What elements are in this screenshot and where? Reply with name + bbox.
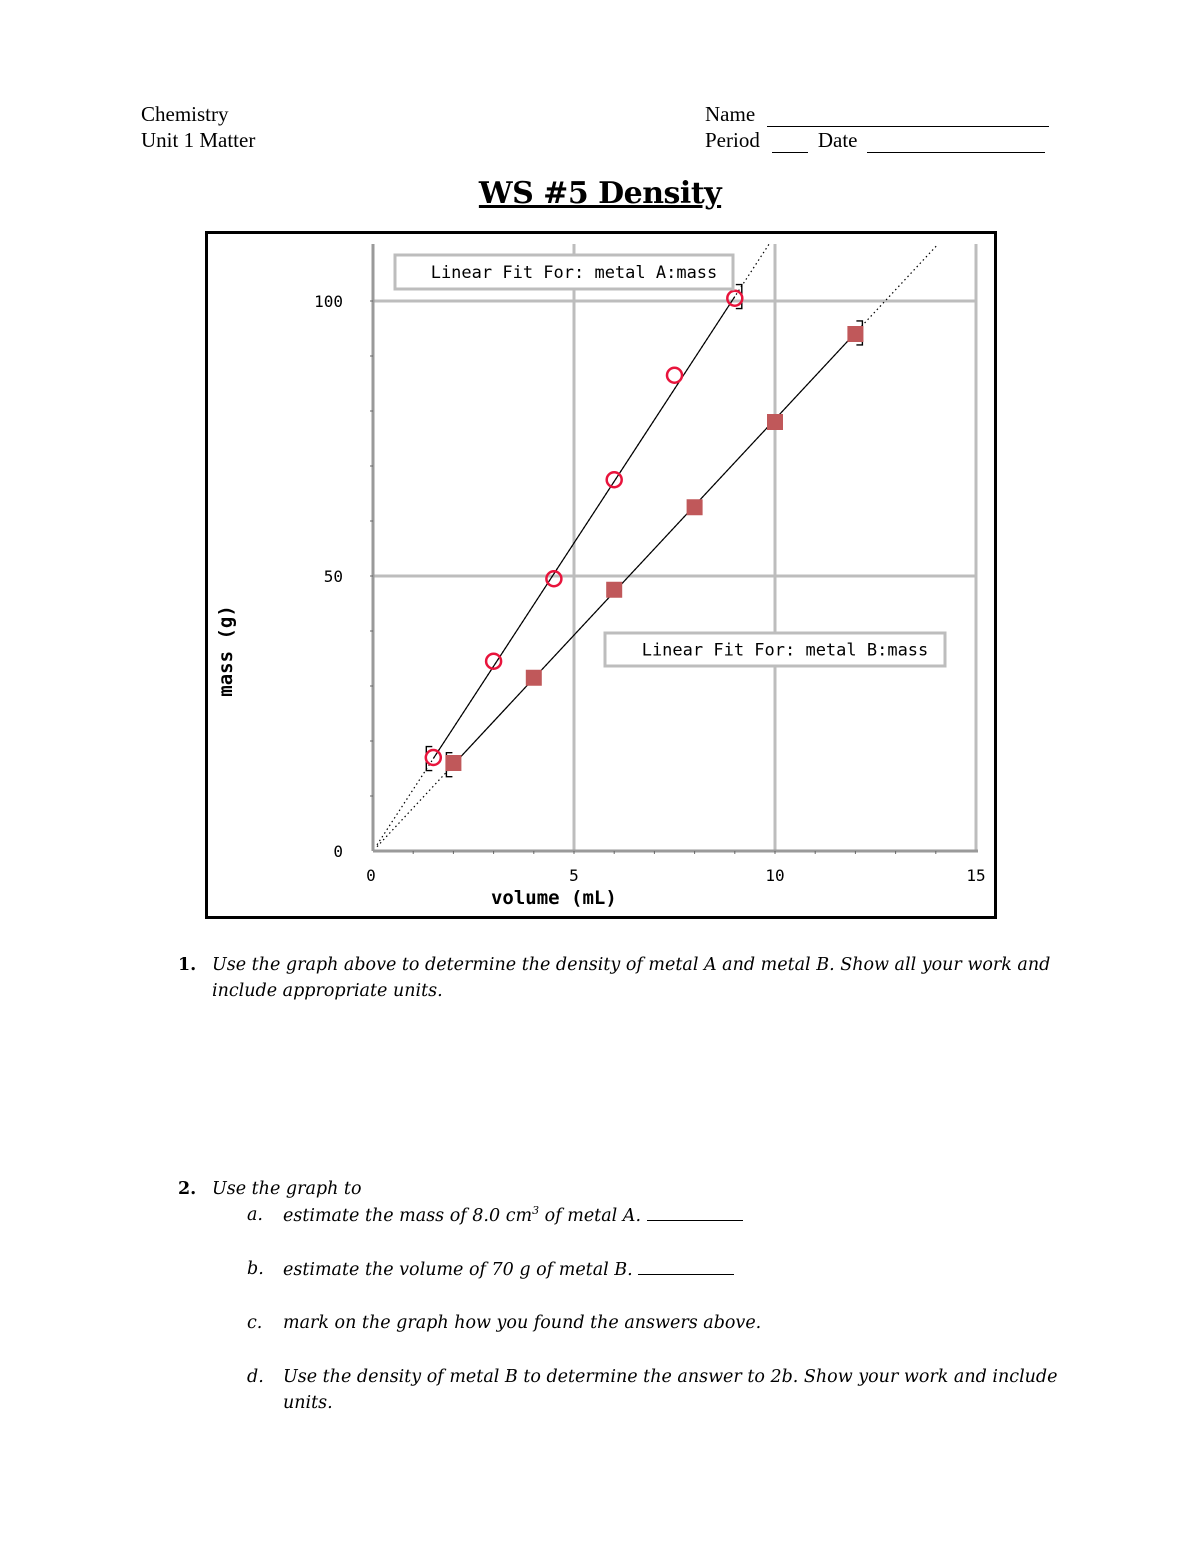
- question-1-text-line2: include appropriate units.: [212, 981, 443, 1001]
- question-2d-text-line2: units.: [283, 1393, 333, 1413]
- data-point-metal-b: [606, 582, 622, 598]
- fit-label-metal-a: Linear Fit For: metal A:mass: [430, 263, 718, 283]
- x-axis-label: volume (mL): [490, 887, 617, 909]
- y-tick-label: 100: [314, 292, 343, 311]
- question-2b-text: estimate the volume of 70 g of metal B.: [283, 1260, 633, 1280]
- question-1-number: 1.: [178, 955, 197, 975]
- period-blank[interactable]: [772, 132, 808, 153]
- data-point-metal-b: [687, 499, 703, 515]
- data-point-metal-b: [767, 414, 783, 430]
- question-2a-text-end: of metal A.: [539, 1206, 642, 1226]
- fit-line-metal-b: [453, 333, 855, 765]
- question-2b-letter: b.: [247, 1259, 264, 1279]
- data-points: [426, 291, 864, 771]
- question-2a-superscript: 3: [532, 1204, 540, 1218]
- x-tick-label: 0: [366, 866, 376, 885]
- course-header: [141, 101, 255, 153]
- unit-name: Unit 1 Matter: [141, 128, 256, 152]
- grid-layer: [373, 244, 976, 851]
- date-blank[interactable]: [867, 132, 1045, 153]
- y-tick-label: 50: [323, 567, 343, 586]
- name-label: Name: [705, 102, 756, 126]
- question-2-text: Use the graph to: [212, 1179, 362, 1199]
- y-axis-label: mass (g): [215, 605, 237, 697]
- question-2c: [247, 1310, 762, 1336]
- question-1-text-line1: Use the graph above to determine the density of metal A and metal B. Show all your work and: [212, 955, 1051, 975]
- data-point-metal-b: [445, 755, 461, 771]
- question-2d-letter: d.: [247, 1367, 264, 1387]
- question-2a: [247, 1202, 743, 1229]
- question-2d: [247, 1364, 1058, 1416]
- question-2d-text-line1: Use the density of metal B to determine the answer to 2b. Show your work and include: [283, 1367, 1058, 1387]
- fit-line-metal-a: [433, 297, 735, 759]
- x-tick-label: 5: [569, 866, 579, 885]
- question-2a-answer-blank[interactable]: [647, 1202, 743, 1221]
- question-2a-letter: a.: [247, 1205, 263, 1225]
- question-2-number: 2.: [178, 1179, 197, 1199]
- question-2c-letter: c.: [247, 1313, 263, 1333]
- y-tick-label: 0: [333, 842, 343, 861]
- data-point-metal-a: [727, 291, 742, 306]
- x-tick-label: 10: [765, 866, 785, 885]
- student-info: [705, 101, 1065, 153]
- name-blank[interactable]: [767, 106, 1049, 127]
- question-1: [178, 952, 1051, 1004]
- question-2b-answer-blank[interactable]: [638, 1256, 734, 1275]
- question-2b: [247, 1256, 734, 1283]
- density-chart: [205, 231, 997, 919]
- page-title: WS #5 Density: [478, 176, 722, 211]
- data-point-metal-a: [607, 472, 622, 487]
- x-tick-label: 15: [966, 866, 986, 885]
- question-2a-text: estimate the mass of 8.0 cm: [283, 1206, 533, 1226]
- course-name: Chemistry: [141, 102, 229, 126]
- chart-labels: [215, 255, 986, 909]
- fit-label-metal-b: Linear Fit For: metal B:mass: [641, 640, 929, 661]
- data-point-metal-a: [426, 750, 441, 765]
- data-point-metal-a: [667, 368, 682, 383]
- period-label: Period: [705, 128, 760, 152]
- question-2: [178, 1176, 362, 1202]
- data-point-metal-b: [526, 670, 542, 686]
- question-2c-text: mark on the graph how you found the answers above.: [283, 1313, 762, 1333]
- chart-svg: [208, 234, 994, 916]
- data-point-metal-b: [847, 326, 863, 342]
- date-label: Date: [817, 128, 858, 152]
